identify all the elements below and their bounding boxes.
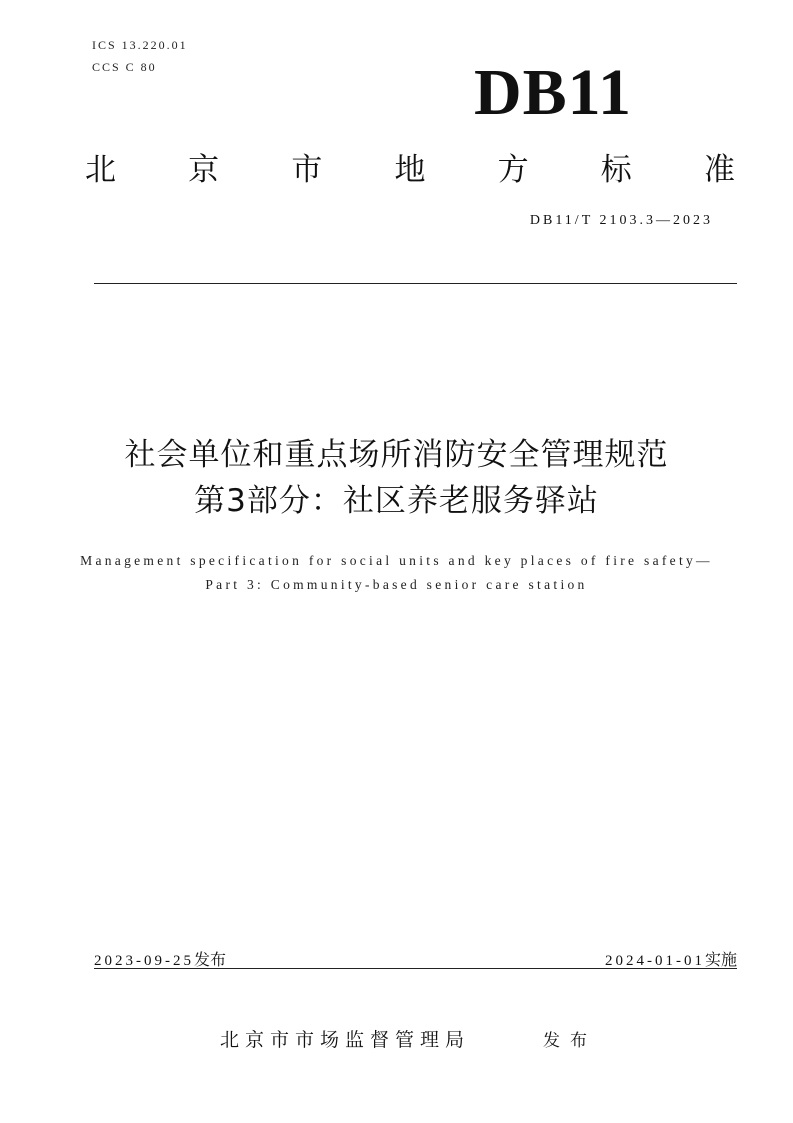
top-divider bbox=[94, 283, 737, 284]
publisher-name: 北京市市场监督管理局 bbox=[220, 1029, 471, 1051]
issue-date-block bbox=[94, 947, 226, 970]
ccs-code: CCS C 80 bbox=[92, 60, 157, 74]
standard-type-char: 准 bbox=[703, 152, 735, 188]
implement-label: 实施 bbox=[704, 950, 737, 969]
standard-type-heading bbox=[85, 152, 735, 189]
standard-type-char: 市 bbox=[291, 152, 323, 188]
publish-label: 发布 bbox=[543, 1031, 597, 1051]
implement-date: 2024-01-01 bbox=[604, 953, 705, 969]
standard-number: DB11/T 2103.3—2023 bbox=[529, 213, 713, 228]
issue-label: 发布 bbox=[194, 950, 227, 969]
standard-type-char: 地 bbox=[394, 152, 426, 188]
ics-code: ICS 13.220.01 bbox=[92, 38, 188, 52]
bottom-divider bbox=[94, 968, 737, 969]
standard-type-char: 京 bbox=[188, 152, 220, 188]
english-title-line2: Part 3: Community-based senior care station bbox=[205, 577, 588, 592]
english-title-line1: Management specification for social units and key places of fire safety— bbox=[80, 553, 713, 568]
document-title-line2: 第3部分：社区养老服务驿站 bbox=[194, 483, 599, 519]
standard-type-char: 方 bbox=[497, 152, 529, 188]
db11-logo: DB11 bbox=[474, 56, 633, 129]
implement-date-block bbox=[605, 947, 737, 970]
standard-type-char: 标 bbox=[600, 152, 632, 188]
document-title-line1: 社会单位和重点场所消防安全管理规范 bbox=[124, 437, 669, 473]
standard-type-char: 北 bbox=[85, 152, 116, 188]
issue-date: 2023-09-25 bbox=[94, 953, 194, 969]
